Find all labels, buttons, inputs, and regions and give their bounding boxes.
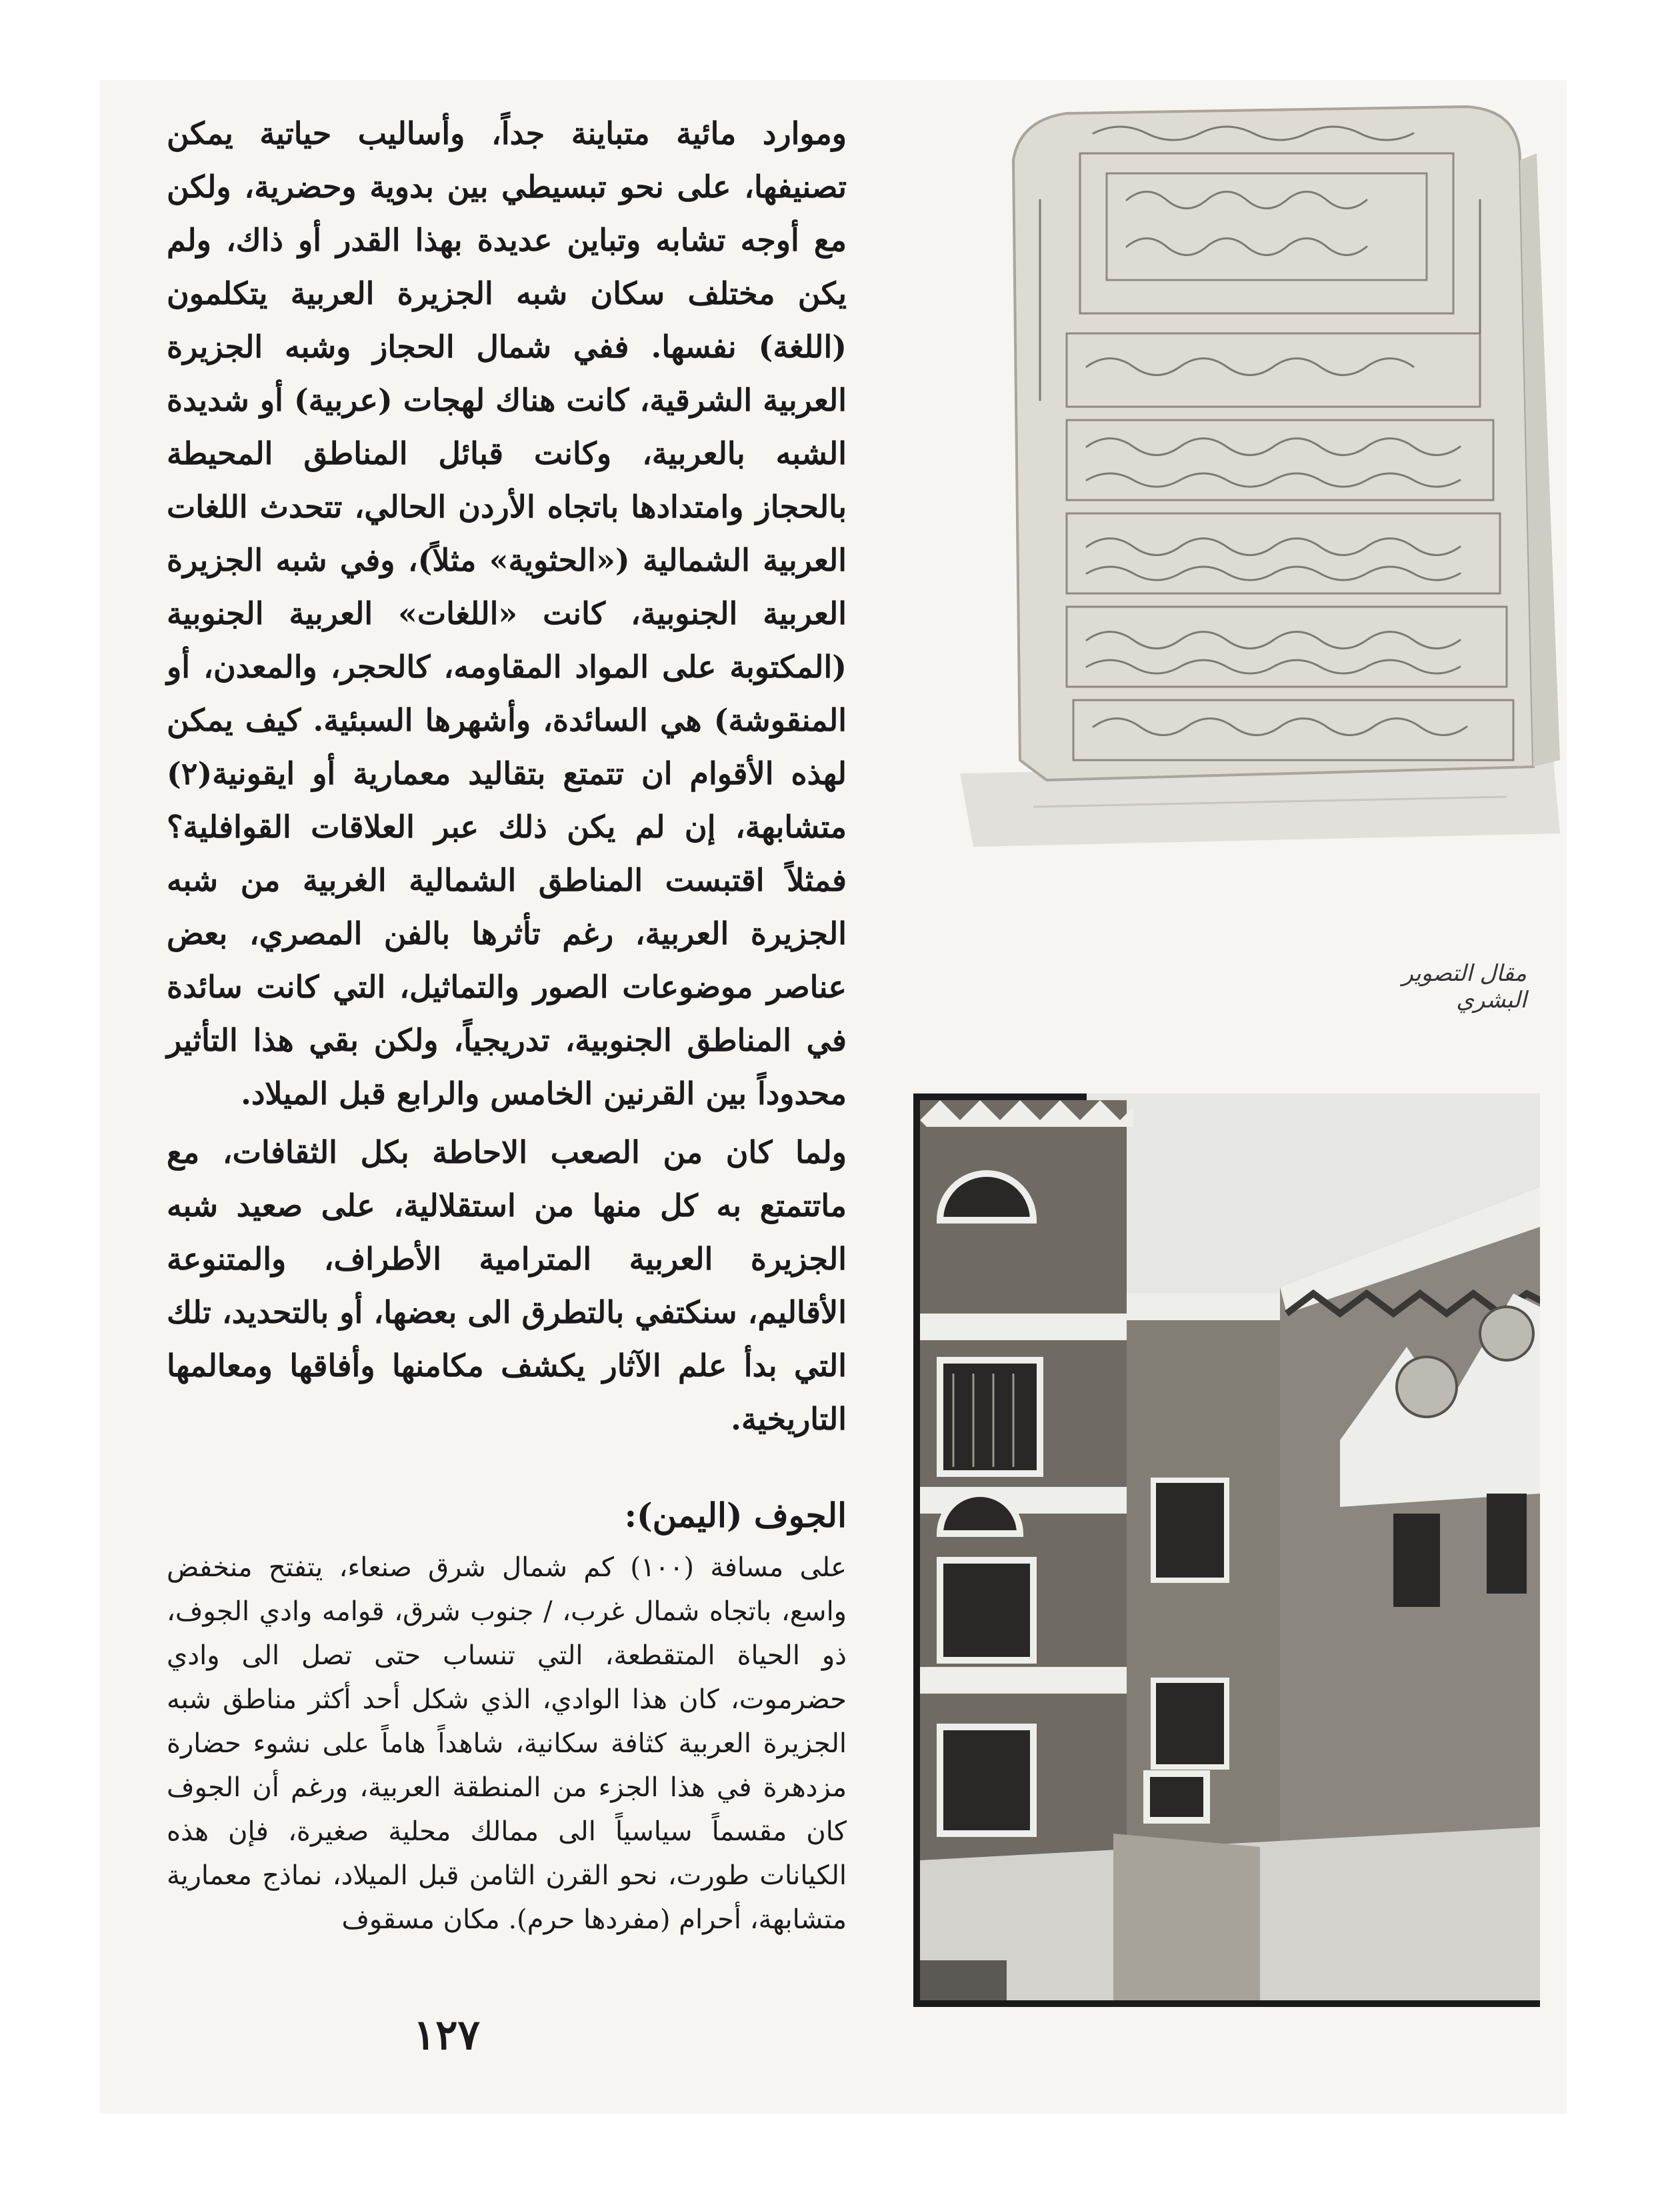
page-number: ١٢٧ — [413, 2010, 480, 2059]
photo-caption: مقال التصوير البشري — [1402, 960, 1527, 1013]
text-column — [167, 107, 847, 1942]
paragraph: ولما كان من الصعب الاحاطة بكل الثقافات، مع ماتتمتع به كل منها من استقلالية، على صعيد شبه الجزيرة العربية المترامية الأطراف، والمتنوعة الأقاليم، سنكتفي بالتطرق الى بعضها، أو بالتحديد، تلك التي بدأ علم الآثار يكشف مكامنها وأفاقها ومعالمها التاريخية. — [167, 1134, 847, 1437]
book-page — [100, 80, 1567, 2114]
paragraph: وموارد مائية متباينة جداً، وأساليب حياتية يمكن تصنيفها، على نحو تبسيطي بين بدوية وحضرية، ولكن مع أوجه تشابه وتباين عديدة بهذا القدر أو ذاك، ولم يكن مختلف سكان شبه الجزيرة العربية يتكلمون (اللغة) نفسها. ففي شمال الحجاز وشبه الجزيرة العربية الشرقية، كانت هناك لهجات (عربية) أو شديدة الشبه بالعربية، وكانت قبائل المناطق المحيطة بالحجاز وامتدادها باتجاه الأردن الحالي، تتحدث اللغات العربية الشمالية («الحثوية» مثلاً)، وفي شبه الجزيرة العربية الجنوبية، كانت «اللغات» العربية الجنوبية (المكتوبة على المواد المقاومه، كالحجر، والمعدن، أو المنقوشة) هي السائدة، وأشهرها السبئية. كيف يمكن لهذه الأقوام ان تتمتع بتقاليد معمارية أو ايقونية(٢) متشابهة، إن لم يكن ذلك عبر العلاقات القوافلية؟ فمثلاً اقتبست المناطق الشمالية الغربية من شبه الجزيرة العربية، رغم تأثرها بالفن المصري، بعض عناصر موضوعات الصور والتماثيل، التي كانت سائدة في المناطق الجنوبية، تدريجياً، ولكن بقي هذا التأثير محدوداً بين القرنين الخامس والرابع قبل الميلاد. — [167, 115, 847, 1112]
paragraph: على مسافة (١٠٠) كم شمال شرق صنعاء، يتفتح منخفض واسع، باتجاه شمال غرب، / جنوب شرق، قوامه وادي الجوف، ذو الحياة المتقطعة، التي تنساب حتى تصل الى وادي حضرموت، كان هذا الوادي، الذي شكل أحد أكثر مناطق شبه الجزيرة العربية كثافة سكانية، شاهداً هاماً على نشوء حضارة مزدهرة في هذا الجزء من المنطقة العربية، ورغم أن الجوف كان مقسماً سياسياً الى ممالك محلية صغيرة، فإن هذه الكيانات طورت، نحو القرن الثامن قبل الميلاد، نماذج معمارية متشابهة، أحرام (مفردها حرم). مكان مسقوف — [167, 1552, 847, 1935]
section-heading: الجوف (اليمن): — [624, 1496, 847, 1535]
stone-stele-photo — [933, 80, 1567, 873]
section-text — [167, 1546, 847, 1942]
body-text — [167, 107, 847, 1446]
tower-houses-photo — [913, 1094, 1540, 2007]
